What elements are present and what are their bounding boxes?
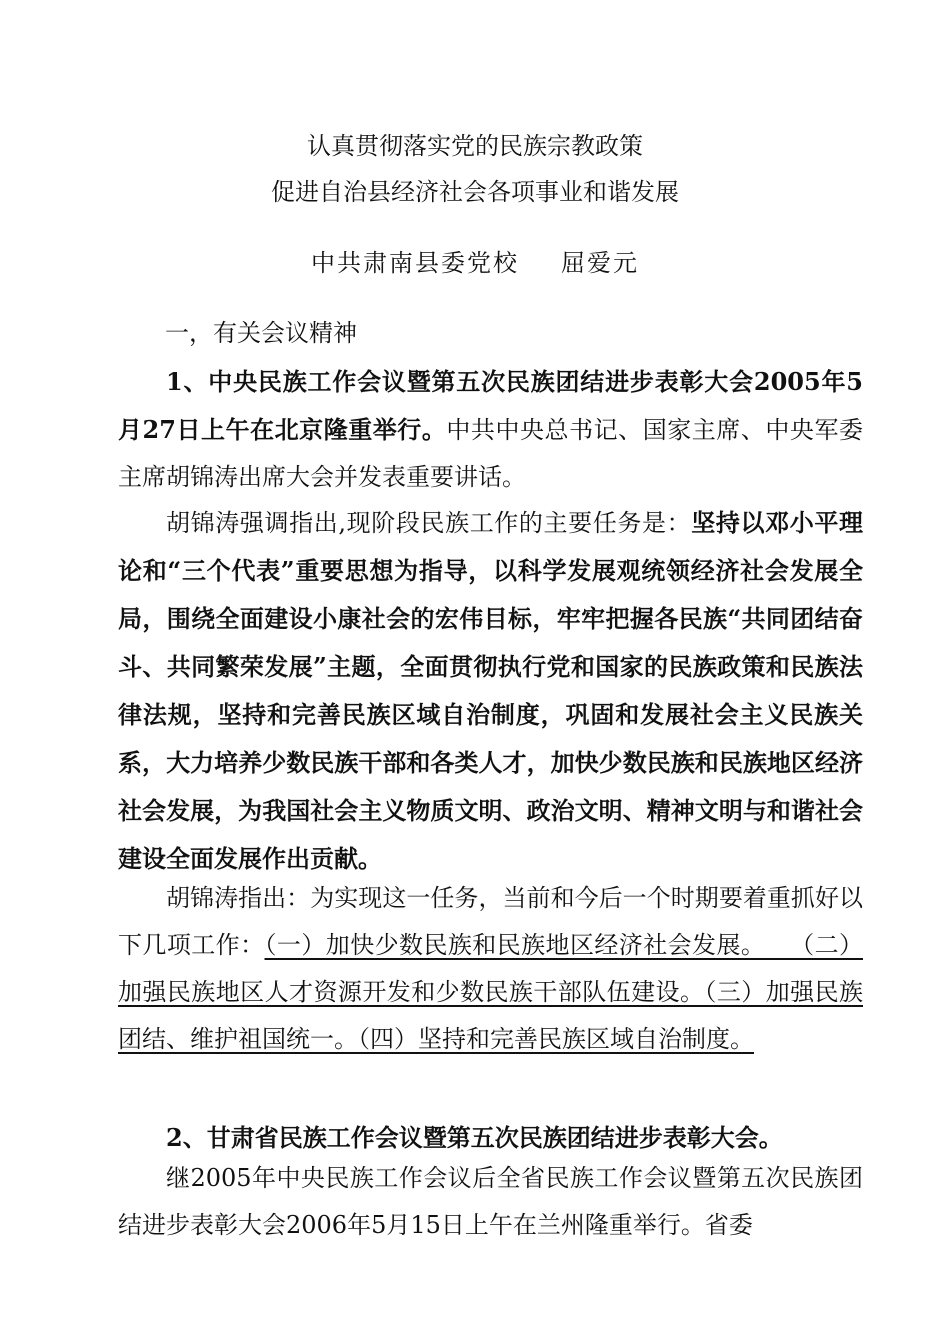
paragraph-central-conference <box>118 358 863 501</box>
section-heading: 一，有关会议精神 <box>165 319 357 347</box>
paragraph-text: 胡锦涛指出：为实现这一任务，当前和今后一个时期要着重抓好以下几项工作： <box>118 884 863 959</box>
author-organization: 中共肃南县委党校 <box>311 249 519 277</box>
paragraph-bold-tasks: 坚持以邓小平理论和“三个代表”重要思想为指导，以科学发展观统领经济社会发展全局，围绕全面建设小康社会的宏伟目标，牢牢把握各民族“共同团结奋斗、共同繁荣发展”主题，全面贯彻执行党和国家的民族政策和民族法律法规，坚持和完善民族区域自治制度，巩固和发展社会主义民族关系，大力培养少数民族干部和各类人才，加快少数民族和民族地区经济社会发展，为我国社会主义物质文明、政治文明、精神文明与和谐社会建设全面发展作出贡献。 <box>118 508 864 873</box>
author-line <box>0 245 950 281</box>
paragraph-underlined-items: （一）加快少数民族和民族地区经济社会发展。 （二）加强民族地区人才资源开发和少数民族干部队伍建设。（三）加强民族团结、维护祖国统一。（四）坚持和完善民族区域自治制度。 <box>118 931 863 1053</box>
paragraph-bold-heading: 2、甘肃省民族工作会议暨第五次民族团结进步表彰大会。 <box>166 1123 783 1152</box>
paragraph-text: 中共中央总书记、国家主席、中央军委主席胡锦涛出席大会并发表重要讲话。 <box>118 416 863 491</box>
paragraph-bold-lead: 1、中央民族工作会议暨第五次民族团结进步表彰大会2005年5月27日上午在北京隆重举行。 <box>118 367 863 444</box>
document-title-line1: 认真贯彻落实党的民族宗教政策 <box>307 132 643 160</box>
author-name: 屈爱元 <box>561 249 639 277</box>
paragraph-main-tasks <box>118 499 863 883</box>
paragraph-provincial-conference <box>118 1155 863 1249</box>
paragraph-text: 胡锦涛强调指出,现阶段民族工作的主要任务是： <box>166 509 692 537</box>
paragraph-text: 继2005年中央民族工作会议后全省民族工作会议暨第五次民族团结进步表彰大会2006年5月15日上午在兰州隆重举行。省委 <box>118 1164 863 1239</box>
paragraph-work-items <box>118 875 863 1063</box>
document-title-line2: 促进自治县经济社会各项事业和谐发展 <box>271 178 679 206</box>
